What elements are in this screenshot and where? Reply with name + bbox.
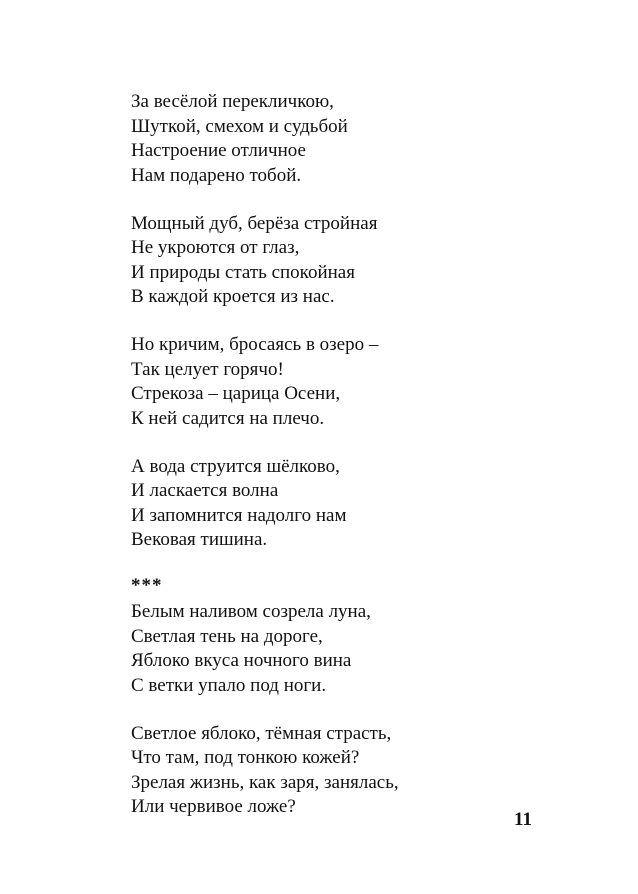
poem-line: Или червивое ложе? — [131, 796, 296, 817]
poem-line: За весёлой перекличкою, — [131, 91, 334, 112]
poem-line: В каждой кроется из нас. — [131, 286, 335, 307]
stanza-3 — [131, 333, 561, 431]
poem-line: Настроение отличное — [131, 140, 306, 161]
poem-line: Яблоко вкуса ночного вина — [131, 650, 352, 671]
poem-line: Светлое яблоко, тёмная страсть, — [131, 722, 392, 744]
poem-line: Шуткой, смехом и судьбой — [131, 115, 348, 137]
poem-line: Но кричим, бросаясь в озеро – — [131, 334, 379, 355]
poem-line: Не укроются от глаз, — [131, 237, 300, 258]
poem-line: И ласкается волна — [131, 480, 279, 501]
poem-line: С ветки упало под ноги. — [131, 674, 327, 696]
stanza-5 — [131, 600, 561, 698]
stanza-2 — [131, 212, 561, 310]
poem-line: Что там, под тонкою кожей? — [131, 747, 360, 768]
poem-line: Вековая тишина. — [131, 529, 268, 550]
poem-line: К ней садится на плечо. — [131, 407, 325, 429]
poem-line: Белым наливом созрела луна, — [131, 601, 371, 622]
poem-line: И природы стать спокойная — [131, 261, 355, 283]
poem-line: Стрекоза – царица Осени, — [131, 383, 341, 404]
poem-line: Светлая тень на дороге, — [131, 625, 323, 647]
poem-text — [131, 90, 561, 843]
poem-line: А вода струится шёлково, — [131, 455, 340, 477]
poem-line: Зрелая жизнь, как заря, занялась, — [131, 771, 399, 793]
poem-line: И запомнится надолго нам — [131, 504, 347, 526]
poem-line: Нам подарено тобой. — [131, 164, 302, 186]
stanza-4 — [131, 455, 561, 553]
page-number: 11 — [514, 809, 532, 830]
poem-separator: *** — [131, 575, 163, 596]
poem-line: Так целует горячо! — [131, 358, 284, 380]
stanza-1 — [131, 90, 561, 188]
poem-line: Мощный дуб, берёза стройная — [131, 212, 378, 234]
stanza-6 — [131, 722, 561, 820]
